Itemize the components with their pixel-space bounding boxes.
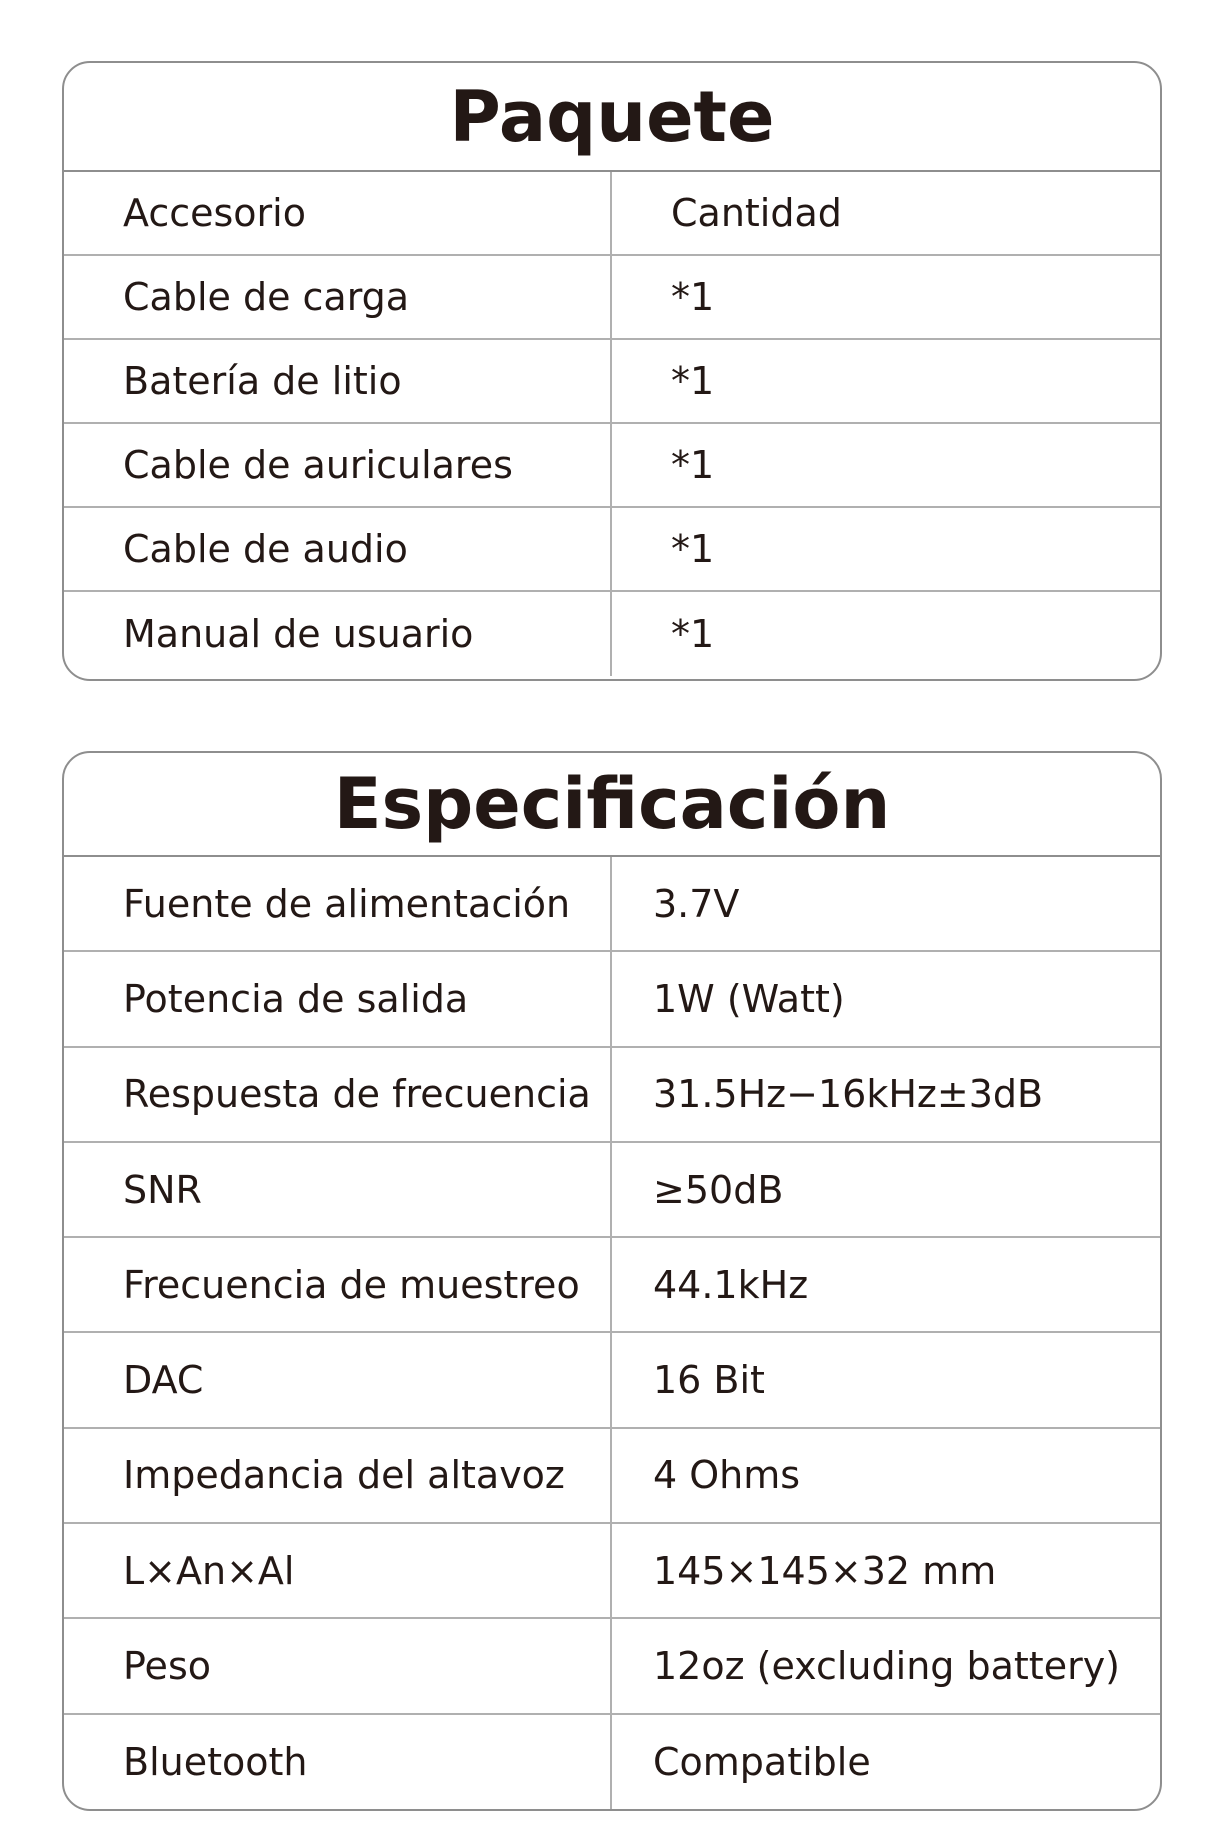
- spec-label: Impedancia del altavoz: [64, 1429, 612, 1522]
- spec-value: 12oz (excluding battery): [653, 1644, 1121, 1689]
- table-row: [64, 592, 1160, 676]
- package-item-qty: *1: [671, 359, 715, 403]
- package-item-name: Cable de carga: [64, 256, 612, 338]
- package-header-item: Accesorio: [64, 172, 612, 254]
- package-title: Paquete: [64, 63, 1160, 172]
- table-row: [64, 1238, 1160, 1333]
- spec-value: 31.5Hz−16kHz±3dB: [653, 1072, 1044, 1117]
- table-row: [64, 508, 1160, 592]
- spec-label: Potencia de salida: [64, 952, 612, 1045]
- spec-value: Compatible: [653, 1740, 871, 1785]
- table-row: [64, 1429, 1160, 1524]
- spec-value: 44.1kHz: [653, 1262, 809, 1307]
- table-row: [64, 424, 1160, 508]
- spec-table: [64, 857, 1160, 1810]
- table-row: [64, 1715, 1160, 1810]
- spec-label: Respuesta de frecuencia: [64, 1048, 612, 1141]
- package-table: [64, 172, 1160, 676]
- table-row: [64, 1048, 1160, 1143]
- spec-label: SNR: [64, 1143, 612, 1236]
- spec-value: 16 Bit: [653, 1358, 765, 1403]
- spec-label: Fuente de alimentación: [64, 857, 612, 950]
- spec-value: ≥50dB: [653, 1167, 784, 1212]
- spec-value: 1W (Watt): [653, 976, 845, 1021]
- spec-value: 3.7V: [653, 881, 740, 926]
- package-header-row: [64, 172, 1160, 256]
- table-row: [64, 1143, 1160, 1238]
- table-row: [64, 1619, 1160, 1714]
- table-row: [64, 952, 1160, 1047]
- package-item-qty: *1: [671, 527, 715, 571]
- spec-title: Especificación: [64, 753, 1160, 857]
- package-item-name: Cable de auriculares: [64, 424, 612, 506]
- package-item-qty: *1: [671, 275, 715, 319]
- table-row: [64, 1524, 1160, 1619]
- table-row: [64, 857, 1160, 952]
- package-item-qty: *1: [671, 443, 715, 487]
- table-row: [64, 256, 1160, 340]
- table-row: [64, 1333, 1160, 1428]
- package-item-qty: *1: [671, 612, 715, 656]
- spec-label: Peso: [64, 1619, 612, 1712]
- package-card: [62, 61, 1162, 681]
- table-row: [64, 340, 1160, 424]
- package-item-name: Cable de audio: [64, 508, 612, 590]
- spec-card: [62, 751, 1162, 1811]
- spec-label: Bluetooth: [64, 1715, 612, 1810]
- package-header-qty: Cantidad: [671, 191, 842, 235]
- package-item-name: Manual de usuario: [64, 592, 612, 676]
- spec-value: 4 Ohms: [653, 1453, 801, 1498]
- package-item-name: Batería de litio: [64, 340, 612, 422]
- spec-label: Frecuencia de muestreo: [64, 1238, 612, 1331]
- spec-value: 145×145×32 mm: [653, 1548, 997, 1593]
- spec-label: DAC: [64, 1333, 612, 1426]
- spec-label: L×An×Al: [64, 1524, 612, 1617]
